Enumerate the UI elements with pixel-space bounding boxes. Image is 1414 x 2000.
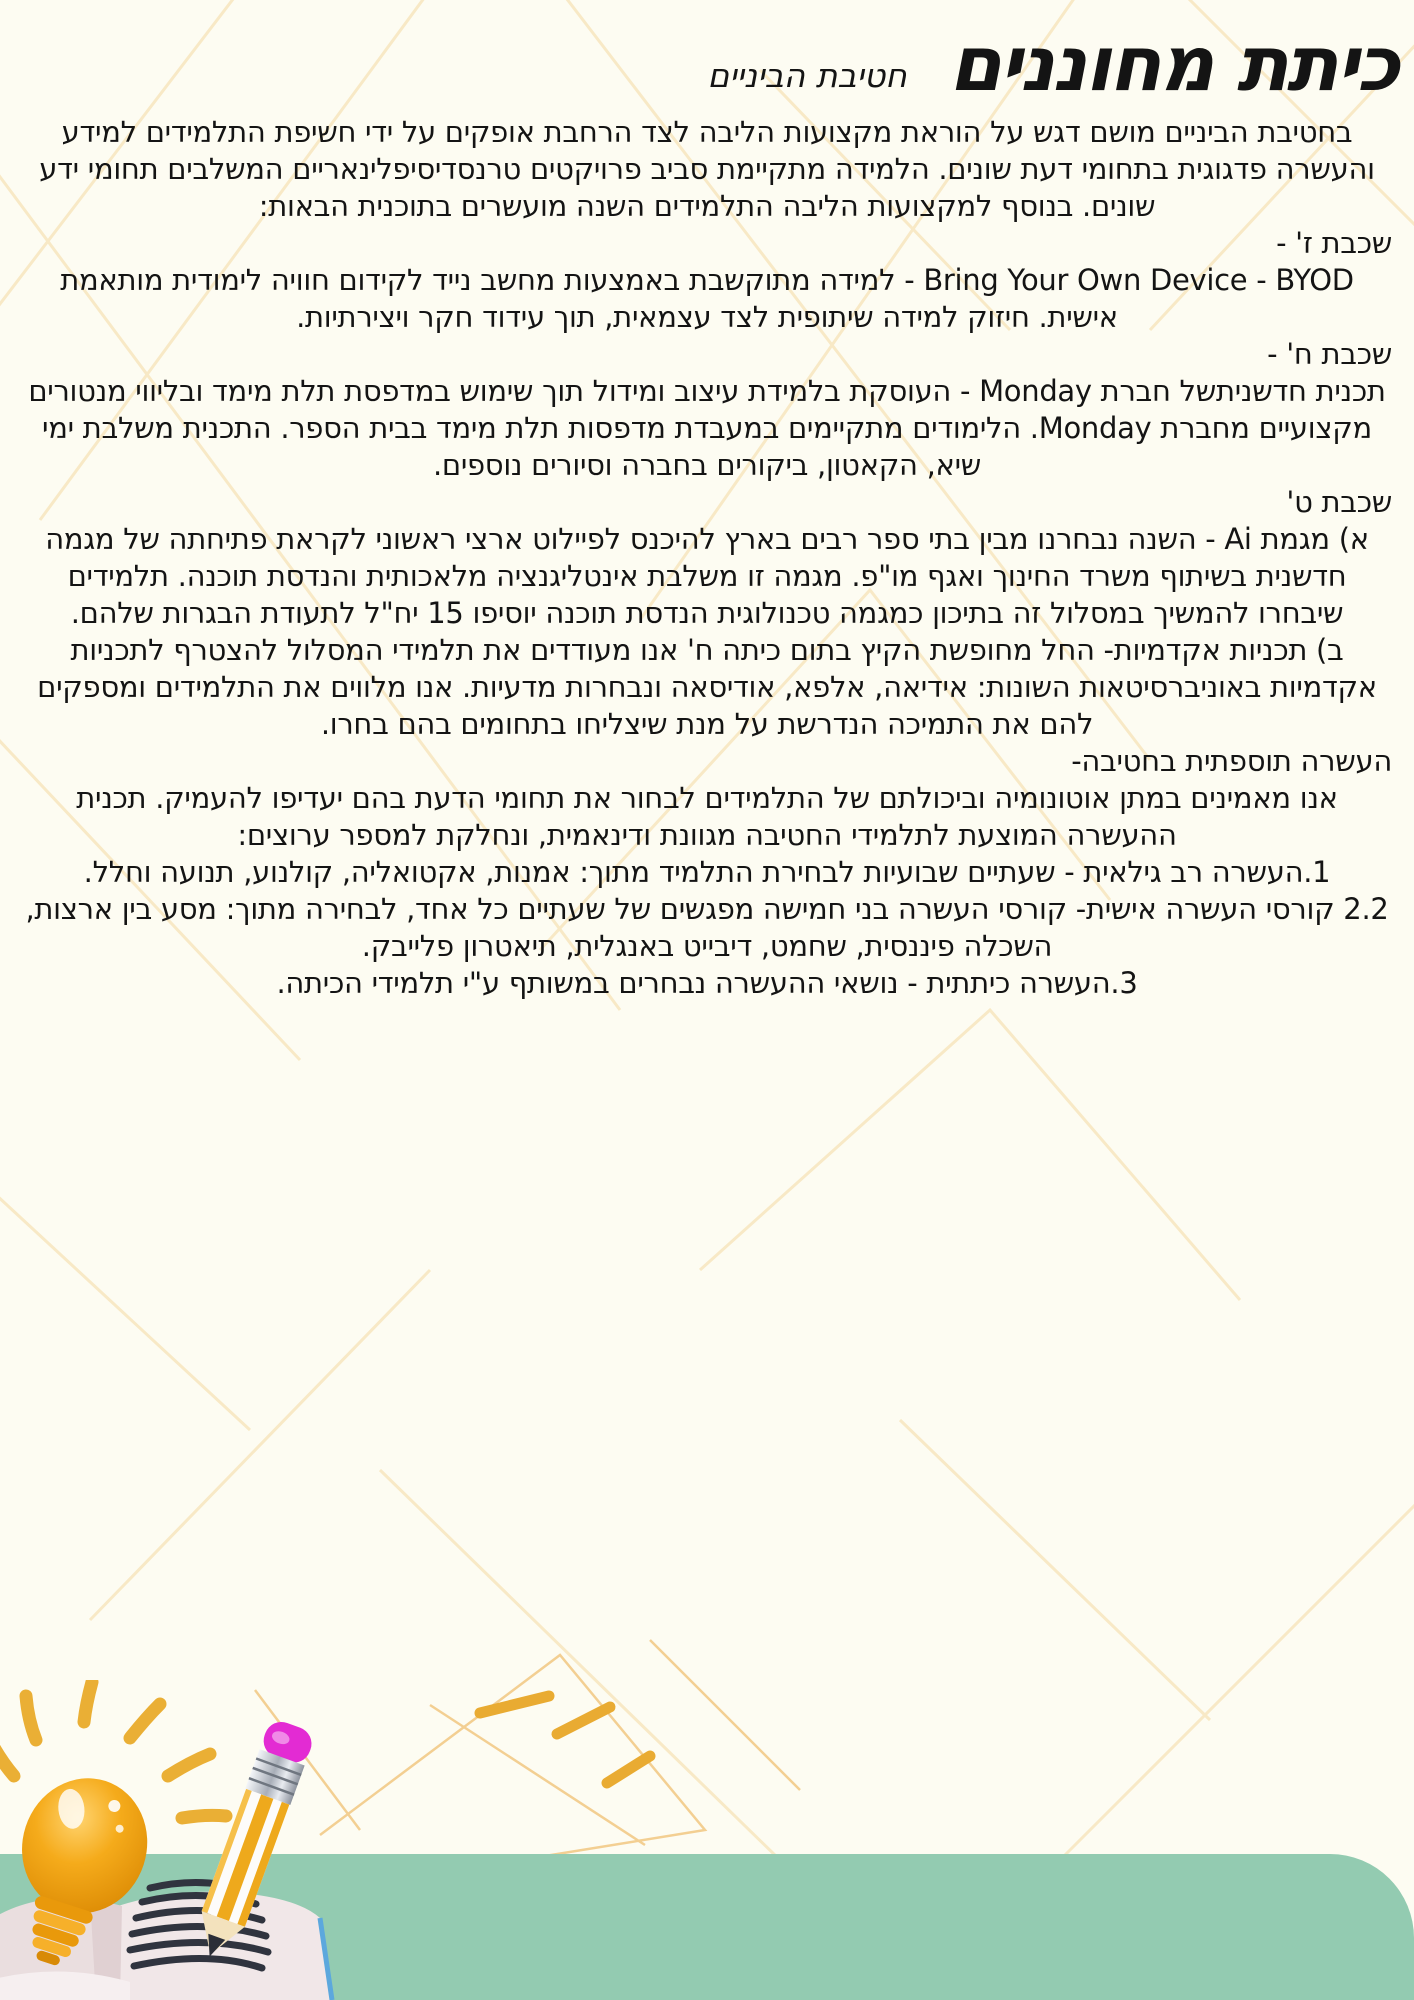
- grade9-paragraph-a: א) מגמת Ai - השנה נבחרנו מבין בתי ספר רבים בארץ להיכנס לפיילוט ארצי ראשוני לקראת פתיחתה של מגמה חדשנית בשיתוף משרד החינוך ואגף מו"פ. מגמה זו משלבת אינטליגנציה מלאכותית והנדסת תוכנה. תלמידים שיבחרו להמשיך במסלול זה בתיכון כמגמה טכנולוגית הנדסת תוכנה יוסיפו 15 יח"ל לתעודת הבגרות שלהם.: [45, 522, 1369, 630]
- grade9-paragraph-b: ב) תכניות אקדמיות- החל מחופשת הקיץ בתום כיתה ח' אנו מעודדים את תלמידי המסלול להצטרף לתכניות אקדמיות באוניברסיטאות השונות: אידיאה, אלפא, אודיסאה ונבחרות מדעיות. אנו מלווים את התלמידים ומספקים להם את התמיכה הנדרשת על מנת שיצליחו בתחומים בהם בחרו.: [37, 633, 1377, 741]
- page-header: [0, 0, 1414, 106]
- page-subtitle: חטיבת הביניים: [707, 56, 907, 95]
- enrichment-item-3: 3.העשרה כיתתית - נושאי ההעשרה נבחרים במשותף ע"י תלמידי הכיתה.: [276, 966, 1138, 1000]
- grade7-paragraph: BYOD ‏- Bring Your Own Device ‏- למידה מתוקשבת באמצעות מחשב נייד לקידום חוויה לימודית מותאמת אישית. חיזוק למידה שיתופית לצד עצמאית, תוך עידוד חקר ויצירתיות.: [60, 263, 1354, 334]
- enrichment-item-2: 2.2 קורסי העשרה אישית- קורסי העשרה בני חמישה מפגשים של שעתיים כל אחד, לבחירה מתוך: מסע בין ארצות, השכלה פיננסית, שחמט, דיבייט באנגלית, תיאטרון פלייבק.: [25, 892, 1389, 963]
- grade8-paragraph: תכנית חדשניתשל חברת Monday - העוסקת בלמידת עיצוב ומידול תוך שימוש במדפסת תלת מימד ובליווי מנטורים מקצועיים מחברת Monday. הלימודים מתקיימים במעבדת מדפסות תלת מימד בבית הספר. התכנית משלבת ימי שיא, הקאטון, ביקורים בחברה וסיורים נוספים.: [28, 374, 1386, 482]
- page-title: כיתת מחוננים: [948, 19, 1398, 108]
- main-content: [0, 106, 1414, 1002]
- enrichment-heading: העשרה תוספתית בחטיבה-: [1071, 744, 1392, 778]
- intro-paragraph: בחטיבת הביניים מושם דגש על הוראת מקצועות הליבה לצד הרחבת אופקים על ידי חשיפת התלמידים למידע והעשרה פדגוגית בתחומי דעת שונים. הלמידה מתקיימת סביב פרויקטים טרנסדיסיפלינאריים המשלבים תחומי ידע שונים. בנוסף למקצועות הליבה התלמידים השנה מועשרים בתוכנית הבאות:: [39, 115, 1375, 223]
- grade8-heading: שכבת ח' -: [1267, 337, 1392, 371]
- grade7-heading: שכבת ז' -: [1276, 226, 1392, 260]
- enrichment-item-1: 1.העשרה רב גילאית - שעתיים שבועיות לבחירת התלמיד מתוך: אמנות, אקטואליה, קולנוע, תנועה וחלל.: [83, 855, 1331, 889]
- enrichment-intro: אנו מאמינים במתן אוטונומיה וביכולתם של התלמידים לבחור את תחומי הדעת בהם יעדיפו להעמיק. תכנית ההעשרה המוצעת לתלמידי החטיבה מגוונת ודינאמית, ונחלקת למספר ערוצים:: [76, 781, 1338, 852]
- lightbulb-book-pencil-illustration: [0, 1680, 360, 2000]
- grade9-heading: שכבת ט': [1286, 485, 1392, 519]
